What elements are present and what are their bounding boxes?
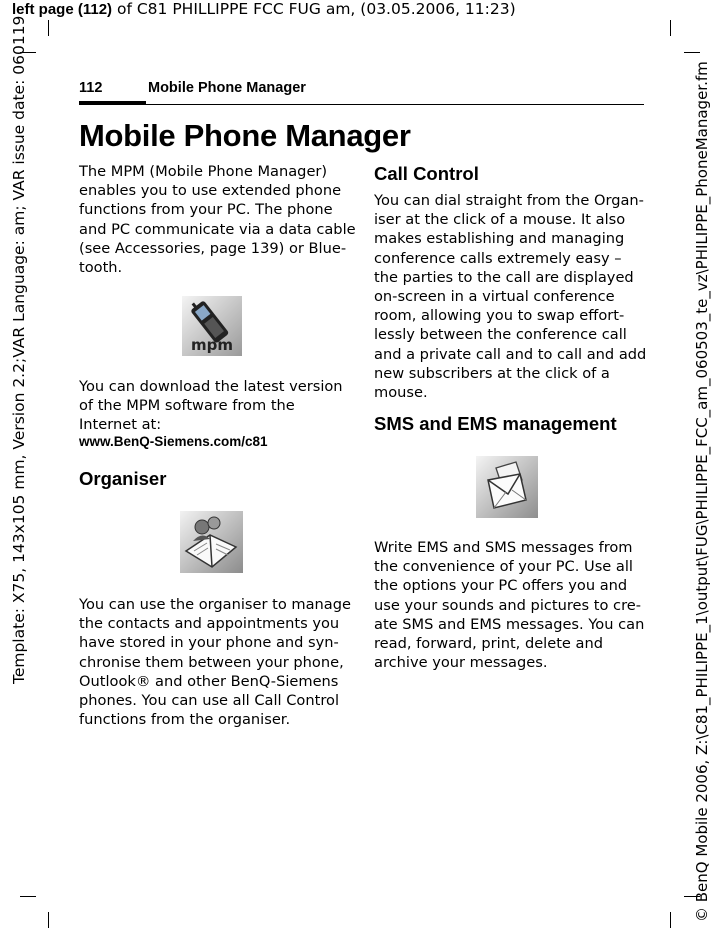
text-line: (see Accessories, page 139) or Blue- — [79, 239, 347, 257]
print-header-rest: of C81 PHILLIPPE FCC FUG am, (03.05.2006, 11:23) — [112, 0, 516, 18]
crop-mark — [48, 20, 49, 36]
mpm-phone-icon — [182, 296, 242, 356]
sms-ems-heading: SMS and EMS management — [374, 413, 617, 434]
organiser-paragraph — [79, 595, 351, 729]
crop-mark — [48, 912, 49, 928]
crop-mark — [670, 912, 671, 928]
page-number: 112 — [79, 80, 103, 96]
copyright-path — [693, 61, 717, 922]
text-line: phones. You can use all Call Control — [79, 692, 339, 710]
text-line: enables you to use extended phone — [79, 182, 342, 200]
text-line: chronise them between your phone, — [79, 653, 344, 671]
intro-paragraph — [79, 162, 356, 277]
text-line: use your sounds and pictures to cre- — [374, 596, 642, 614]
text-line: and a private call and to call and add — [374, 345, 647, 363]
text-line: You can dial straight from the Organ- — [374, 192, 644, 209]
text-line: mouse. — [374, 384, 428, 402]
text-line: the contacts and appointments you — [79, 615, 340, 633]
text-line: Internet at: — [79, 416, 162, 434]
text-line: lessly between the conference call — [374, 326, 627, 344]
call-control-heading: Call Control — [374, 163, 479, 184]
page-title: Mobile Phone Manager — [79, 118, 411, 153]
text-line: the parties to the call are displayed — [374, 268, 634, 286]
crop-mark — [684, 52, 700, 53]
text-line: Write EMS and SMS messages from — [374, 539, 633, 556]
header-rule — [146, 104, 644, 105]
text-line: iser at the click of a mouse. It also — [374, 211, 626, 229]
organiser-heading: Organiser — [79, 468, 167, 489]
crop-mark — [20, 896, 36, 897]
template-info-text: Template: X75, 143x105 mm, Version 2.2;VAR Language: am; VAR issue date: 060119 — [10, 15, 28, 684]
template-info — [10, 15, 32, 684]
text-line: the options your PC offers you and — [374, 577, 628, 595]
text-line: tooth. — [79, 259, 123, 277]
text-line: Outlook® and other BenQ-Siemens — [79, 672, 339, 690]
text-line: read, forward, print, delete and — [374, 635, 604, 653]
print-header-bold: left page (112) — [12, 1, 113, 18]
envelope-icon — [476, 456, 538, 518]
download-url[interactable]: www.BenQ-Siemens.com/c81 — [79, 434, 268, 449]
text-line: You can use the organiser to manage — [79, 596, 351, 613]
mpm-icon-label: mpm — [191, 336, 233, 354]
running-head: Mobile Phone Manager — [148, 80, 306, 96]
text-line: new subscribers at the click of a — [374, 364, 610, 382]
text-line: You can download the latest version — [79, 378, 343, 395]
text-line: makes establishing and managing — [374, 230, 625, 248]
download-paragraph — [79, 377, 343, 435]
text-line: have stored in your phone and syn- — [79, 634, 339, 652]
text-line: on-screen in a virtual conference — [374, 288, 615, 306]
header-rule-thick — [79, 101, 146, 105]
text-line: conference calls extremely easy – — [374, 249, 622, 267]
crop-mark — [670, 20, 671, 36]
sms-ems-paragraph — [374, 538, 644, 672]
text-line: of the MPM software from the — [79, 397, 295, 415]
call-control-paragraph — [374, 191, 646, 402]
text-line: and PC communicate via a data cable — [79, 220, 356, 238]
text-line: ate SMS and EMS messages. You can — [374, 615, 645, 633]
text-line: The MPM (Mobile Phone Manager) — [79, 163, 328, 180]
text-line: functions from the organiser. — [79, 711, 291, 729]
text-line: room, allowing you to swap effort- — [374, 307, 625, 325]
text-line: functions from your PC. The phone — [79, 201, 333, 219]
text-line: archive your messages. — [374, 654, 548, 672]
print-header — [12, 0, 516, 18]
text-line: the convenience of your PC. Use all — [374, 558, 633, 576]
copyright-path-text: © BenQ Mobile 2006, Z:\C81_PHILIPPE_1\output\FUG\PHILIPPE_FCC_am_060503_te_vz\PHILIPPE_PhoneManager.fm — [693, 61, 711, 922]
organiser-icon — [180, 511, 243, 573]
